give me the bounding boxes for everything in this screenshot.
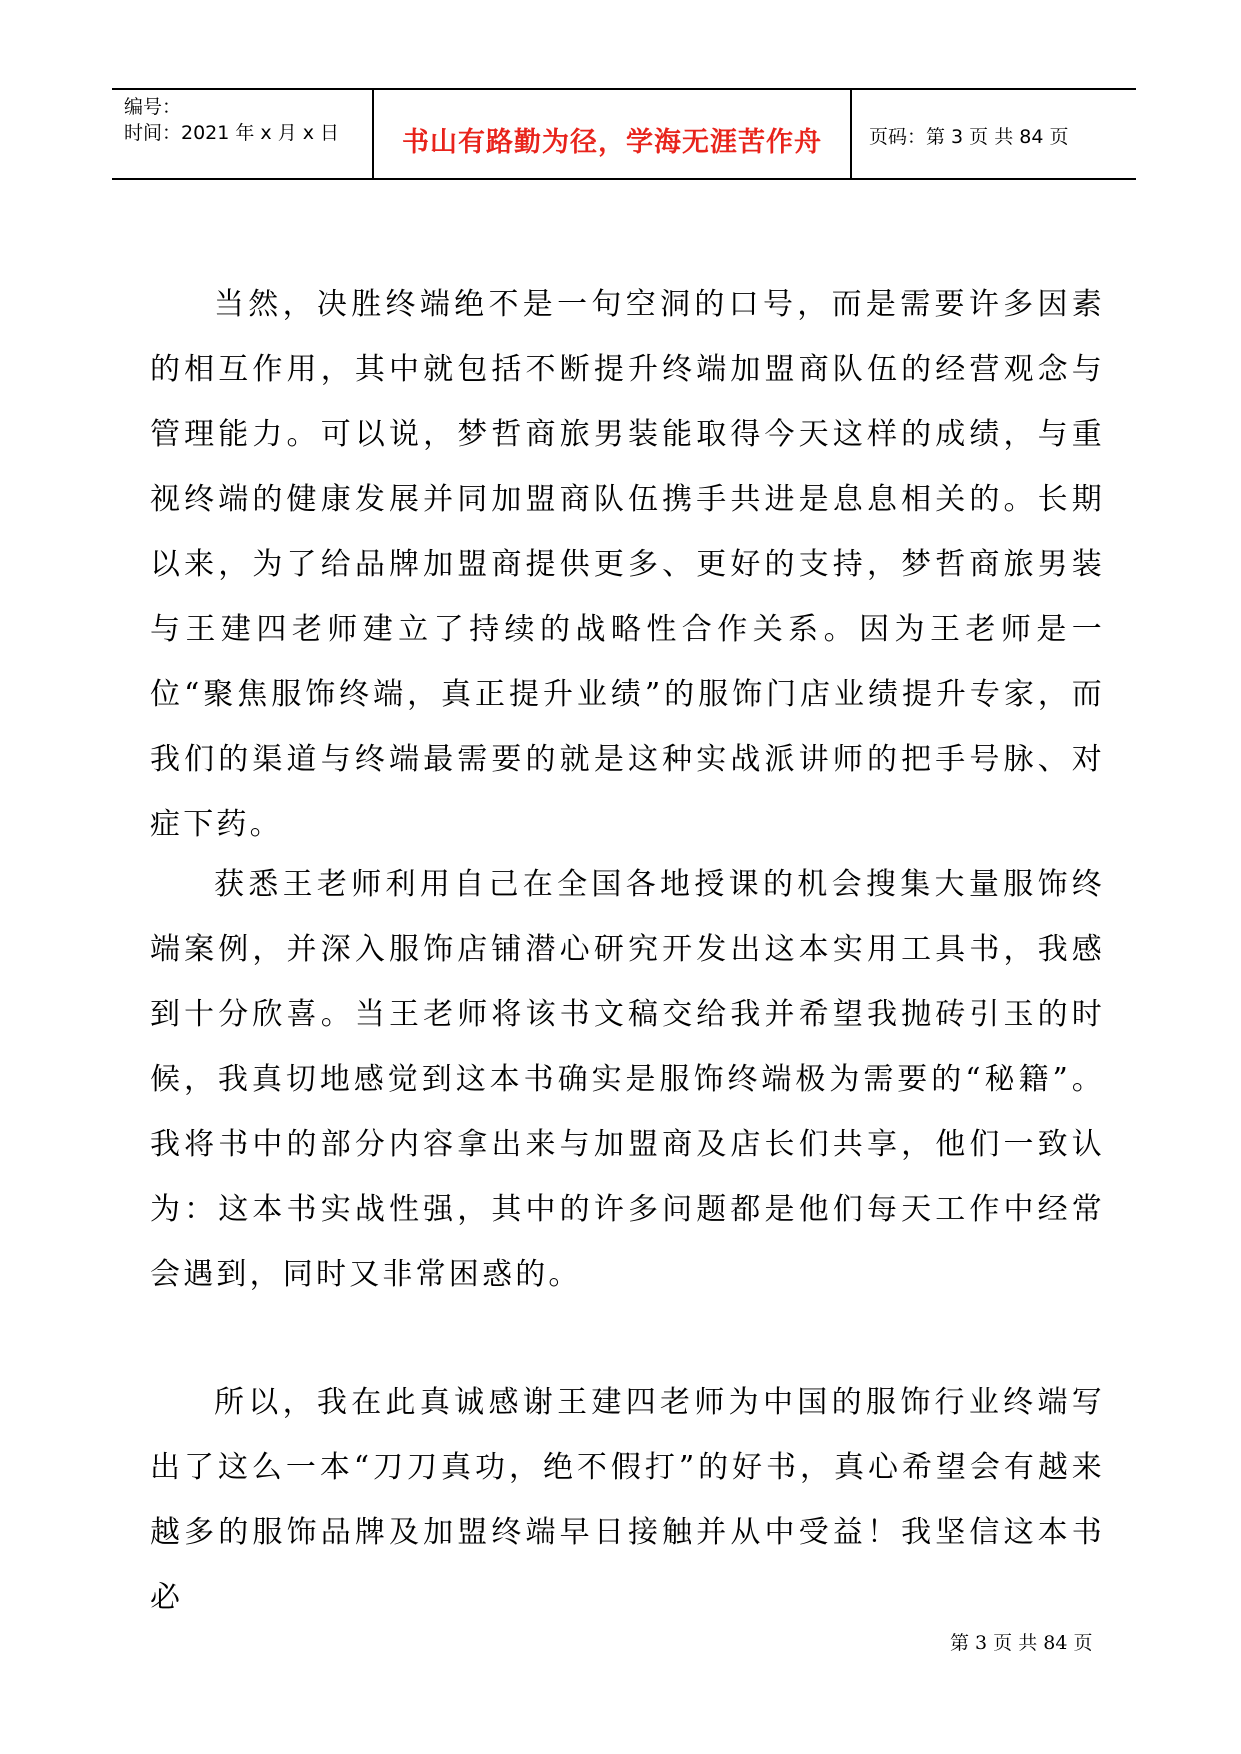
page-footer: 第 3 页 共 84 页	[950, 1632, 1093, 1654]
header-motto: 书山有路勤为径，学海无涯苦作舟	[402, 127, 822, 158]
body-paragraph-1: 当然，决胜终端绝不是一句空洞的口号，而是需要许多因素的相互作用，其中就包括不断提升终端加盟商队伍的经营观念与管理能力。可以说，梦哲商旅男装能取得今天这样的成绩，与重视终端的健康发展并同加盟商队伍携手共进是息息相关的。长期以来，为了给品牌加盟商提供更多、更好的支持，梦哲商旅男装与王建四老师建立了持续的战略性合作关系。因为王老师是一位“聚焦服饰终端，真正提升业绩”的服饰门店业绩提升专家，而我们的渠道与终端最需要的就是这种实战派讲师的把手号脉、对症下药。	[150, 287, 1105, 842]
document-time-label: 时间：2021 年 x 月 x 日	[124, 122, 340, 144]
page-header	[112, 88, 1136, 180]
header-motto-cell	[372, 90, 852, 178]
body-paragraph-2: 获悉王老师利用自己在全国各地授课的机会搜集大量服饰终端案例，并深入服饰店铺潜心研究开发出这本实用工具书，我感到十分欣喜。当王老师将该书文稿交给我并希望我抛砖引玉的时候，我真切地感觉到这本书确实是服饰终端极为需要的“秘籍”。我将书中的部分内容拿出来与加盟商及店长们共享，他们一致认为：这本书实战性强，其中的许多问题都是他们每天工作中经常会遇到，同时又非常困惑的。	[150, 867, 1105, 1292]
header-meta	[124, 94, 339, 146]
document-number-label: 编号：	[124, 96, 182, 118]
body-paragraph-3: 所以，我在此真诚感谢王建四老师为中国的服饰行业终端写出了这么一本“刀刀真功，绝不假打”的好书，真心希望会有越来越多的服饰品牌及加盟终端早日接触并从中受益！我坚信这本书必	[150, 1385, 1105, 1615]
header-page-info: 页码：第 3 页 共 84 页	[869, 126, 1069, 148]
